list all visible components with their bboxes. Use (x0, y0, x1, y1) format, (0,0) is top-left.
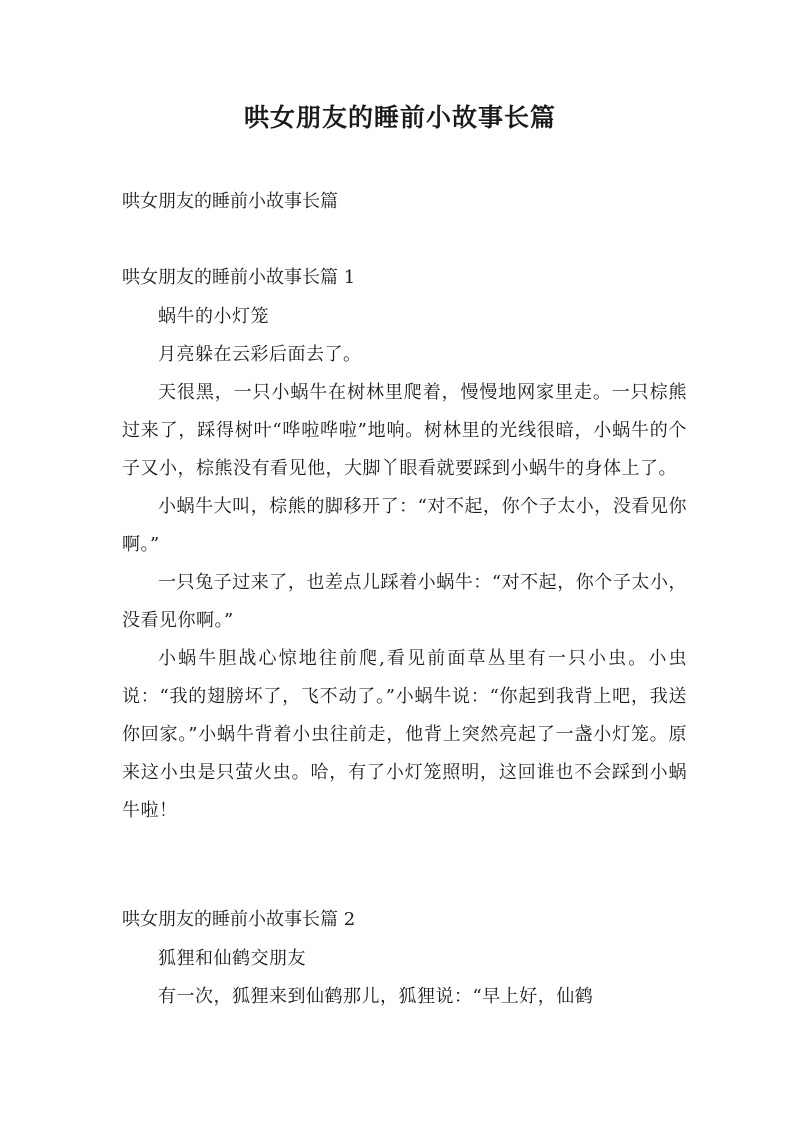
section-heading: 哄女朋友的睡前小故事长篇 2 (122, 909, 356, 930)
section-heading: 哄女朋友的睡前小故事长篇 1 (122, 267, 356, 288)
paragraph: 有一次，狐狸来到仙鹤那儿，狐狸说：“早上好，仙鹤 (158, 986, 594, 1007)
document-title: 哄女朋友的睡前小故事长篇 (243, 103, 556, 132)
story-section-2 (122, 904, 687, 1016)
story-section-1 (122, 262, 687, 830)
story-title: 狐狸和仙鹤交朋友 (158, 948, 306, 969)
paragraph: 天很黑，一只小蜗牛在树林里爬着，慢慢地网家里走。一只棕熊过来了，踩得树叶“哗啦哗啦”地响。树林里的光线很暗，小蜗牛的个子又小，棕熊没有看见他，大脚丫眼看就要踩到小蜗牛的身体上了。 (122, 382, 687, 479)
story-title: 蜗牛的小灯笼 (158, 306, 269, 327)
paragraph: 小蜗牛大叫，棕熊的脚移开了：“对不起，你个子太小，没看见你啊。” (122, 496, 687, 555)
paragraph: 月亮躲在云彩后面去了。 (158, 344, 362, 365)
paragraph: 一只兔子过来了，也差点儿踩着小蜗牛：“对不起，你个子太小，没看见你啊。” (122, 572, 687, 631)
paragraph: 小蜗牛胆战心惊地往前爬,看见前面草丛里有一只小虫。小虫说：“我的翅膀坏了，飞不动了。”小蜗牛说：“你起到我背上吧，我送你回家。”小蜗牛背着小虫往前走，他背上突然亮起了一盏小灯笼。原来这小虫是只萤火虫。哈，有了小灯笼照明，这回谁也不会踩到小蜗牛啦！ (122, 648, 687, 821)
document-subtitle: 哄女朋友的睡前小故事长篇 (122, 191, 338, 212)
